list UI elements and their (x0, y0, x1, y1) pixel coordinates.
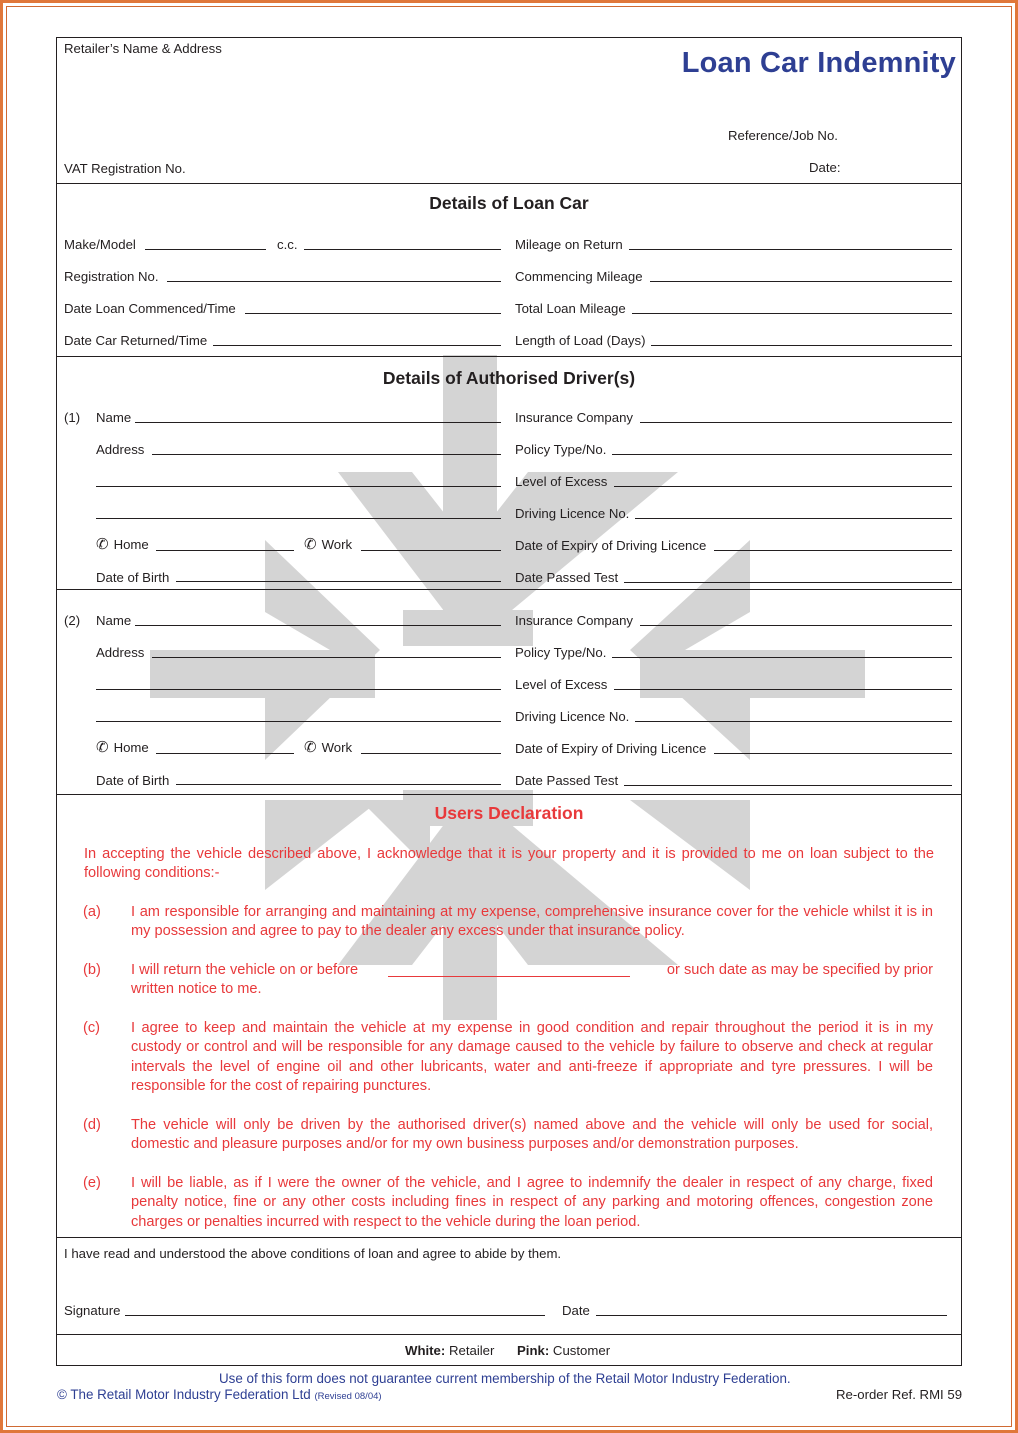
phone-icon: ✆ (96, 739, 109, 756)
driver-2-policy-label: Policy Type/No. (515, 645, 607, 660)
date-commenced-label: Date Loan Commenced/Time (64, 301, 236, 316)
driver-1-home-label: ✆ Home (96, 536, 149, 553)
date-commenced-field[interactable] (245, 313, 501, 314)
divider-signature (56, 1334, 962, 1335)
phone-icon: ✆ (304, 739, 317, 756)
date-returned-label: Date Car Returned/Time (64, 333, 208, 348)
condition-d-label: (d) (83, 1117, 101, 1133)
divider-driver-1 (56, 589, 962, 590)
mileage-return-field[interactable] (629, 249, 952, 250)
divider-loan-car (56, 356, 962, 357)
divider-header (56, 183, 962, 184)
driver-2-name-field[interactable] (135, 625, 501, 626)
condition-b-label: (b) (83, 962, 101, 978)
form-title: Loan Car Indemnity (681, 47, 956, 79)
cc-label: c.c. (277, 237, 298, 252)
driver-1-name-label: Name (96, 410, 132, 425)
registration-field[interactable] (167, 281, 501, 282)
driver-2-address-field-1[interactable] (152, 657, 501, 658)
driver-2-insurance-field[interactable] (640, 625, 952, 626)
condition-b-text-before: I will return the vehicle on or before (131, 962, 359, 978)
signature-field[interactable] (125, 1315, 545, 1316)
signature-date-field[interactable] (596, 1315, 947, 1316)
driver-1-address-field-3[interactable] (96, 518, 501, 519)
driver-2-expiry-field[interactable] (714, 753, 952, 754)
copies-white: White: Retailer (405, 1343, 495, 1358)
driver-1-address-field-2[interactable] (96, 486, 501, 487)
date-returned-field[interactable] (213, 345, 501, 346)
driver-2-excess-field[interactable] (614, 689, 952, 690)
driver-2-policy-field[interactable] (612, 657, 952, 658)
driver-1-passed-field[interactable] (624, 582, 952, 583)
loan-car-title: Details of Loan Car (429, 193, 589, 213)
condition-e-label: (e) (83, 1175, 101, 1191)
driver-2-expiry-label: Date of Expiry of Driving Licence (515, 741, 707, 756)
driver-1-excess-label: Level of Excess (515, 474, 608, 489)
condition-a-text: I am responsible for arranging and maintaining at my expense, comprehensive insurance cover for the vehicle whilst it is in my possession and agree to pay to the dealer any excess under that insurance policy. (131, 904, 933, 940)
driver-1-policy-field[interactable] (612, 454, 952, 455)
driver-2-passed-label: Date Passed Test (515, 773, 619, 788)
driver-1-work-field[interactable] (361, 550, 501, 551)
driver-1-dob-field[interactable] (176, 581, 501, 582)
condition-a-label: (a) (83, 904, 101, 920)
retailer-label: Retailer’s Name & Address (64, 41, 222, 56)
driver-1-dob-label: Date of Birth (96, 570, 170, 585)
make-model-label: Make/Model (64, 237, 136, 252)
commencing-mileage-label: Commencing Mileage (515, 269, 643, 284)
driver-1-licence-field[interactable] (635, 518, 952, 519)
driver-1-home-field[interactable] (156, 550, 294, 551)
driver-1-excess-field[interactable] (614, 486, 952, 487)
driver-1-number: (1) (64, 410, 81, 425)
condition-b-text-after: or such date as may be specified by prior (666, 962, 933, 978)
driver-2-work-field[interactable] (361, 753, 501, 754)
driver-1-expiry-field[interactable] (714, 550, 952, 551)
driver-2-name-label: Name (96, 613, 132, 628)
total-mileage-label: Total Loan Mileage (515, 301, 626, 316)
condition-c-text: I agree to keep and maintain the vehicle at my expense in good condition and repair throughout the period it is in my custody or control and will be responsible for any damage caused to the vehicle by failure to observe and check at regular intervals the level of engine oil and other lubricants, water and anti-freeze if appropriate and tyre pressures. I will be responsible for the cost of repairing punctures. (131, 1020, 933, 1095)
condition-c-label: (c) (83, 1020, 101, 1036)
signature-label: Signature (64, 1303, 121, 1318)
driver-2-address-label: Address (96, 645, 145, 660)
driver-2-dob-field[interactable] (176, 784, 501, 785)
driver-2-home-label: ✆ Home (96, 739, 149, 756)
footer-reorder: Re-order Ref. RMI 59 (836, 1387, 963, 1402)
declaration-intro: In accepting the vehicle described above, I acknowledge that it is your property and it is provided to me on loan subject to the following conditions:- (84, 846, 934, 882)
footer-copyright: © The Retail Motor Industry Federation Ltd (Revised 08/04) (57, 1387, 382, 1402)
driver-1-name-field[interactable] (135, 422, 501, 423)
driver-2-licence-label: Driving Licence No. (515, 709, 630, 724)
driver-1-passed-label: Date Passed Test (515, 570, 619, 585)
make-model-field[interactable] (145, 249, 266, 250)
driver-2-address-field-3[interactable] (96, 721, 501, 722)
length-load-label: Length of Load (Days) (515, 333, 646, 348)
divider-driver-2 (56, 794, 962, 795)
condition-b-text-line2: written notice to me. (131, 981, 262, 997)
commencing-mileage-field[interactable] (650, 281, 952, 282)
footer-disclaimer: Use of this form does not guarantee current membership of the Retail Motor Industry Federation. (219, 1371, 791, 1386)
footer-revised: (Revised 08/04) (314, 1391, 382, 1402)
phone-icon: ✆ (304, 536, 317, 553)
driver-2-insurance-label: Insurance Company (515, 613, 634, 628)
cc-field[interactable] (304, 249, 501, 250)
driver-1-insurance-label: Insurance Company (515, 410, 634, 425)
driver-2-licence-field[interactable] (635, 721, 952, 722)
vat-label: VAT Registration No. (64, 161, 186, 176)
driver-1-policy-label: Policy Type/No. (515, 442, 607, 457)
drivers-title: Details of Authorised Driver(s) (382, 368, 636, 388)
phone-icon: ✆ (96, 536, 109, 553)
driver-2-dob-label: Date of Birth (96, 773, 170, 788)
header-date-label: Date: (809, 160, 841, 175)
form-border (56, 37, 962, 1366)
driver-2-passed-field[interactable] (624, 785, 952, 786)
return-date-field[interactable] (388, 976, 630, 977)
driver-1-expiry-label: Date of Expiry of Driving Licence (515, 538, 707, 553)
driver-2-excess-label: Level of Excess (515, 677, 608, 692)
driver-1-insurance-field[interactable] (640, 422, 952, 423)
signature-date-label: Date (562, 1303, 590, 1318)
total-mileage-field[interactable] (632, 313, 952, 314)
mileage-return-label: Mileage on Return (515, 237, 623, 252)
driver-2-number: (2) (64, 613, 81, 628)
driver-1-licence-label: Driving Licence No. (515, 506, 630, 521)
driver-1-address-field-1[interactable] (152, 454, 501, 455)
driver-2-address-field-2[interactable] (96, 689, 501, 690)
length-load-field[interactable] (651, 345, 952, 346)
agreement-statement: I have read and understood the above conditions of loan and agree to abide by them. (64, 1246, 562, 1261)
condition-d-text: The vehicle will only be driven by the authorised driver(s) named above and the vehicle will only be used for social, domestic and pleasure purposes and/or for my own business purposes and/or demonstration purposes. (131, 1117, 933, 1153)
driver-1-work-label: ✆ Work (304, 536, 353, 553)
driver-1-address-label: Address (96, 442, 145, 457)
driver-2-home-field[interactable] (156, 753, 294, 754)
copies-pink: Pink: Customer (517, 1343, 611, 1358)
condition-e-text: I will be liable, as if I were the owner of the vehicle, and I agree to indemnify the dealer in respect of any charge, fixed penalty notice, fine or any other costs including fines in respect of any parking and motoring offences, congestion zone charges or penalties incurred with respect to the vehicle during the loan period. (131, 1175, 933, 1230)
declaration-title: Users Declaration (434, 803, 584, 823)
registration-label: Registration No. (64, 269, 159, 284)
driver-2-work-label: ✆ Work (304, 739, 353, 756)
divider-declaration (56, 1237, 962, 1238)
reference-label: Reference/Job No. (728, 128, 838, 143)
